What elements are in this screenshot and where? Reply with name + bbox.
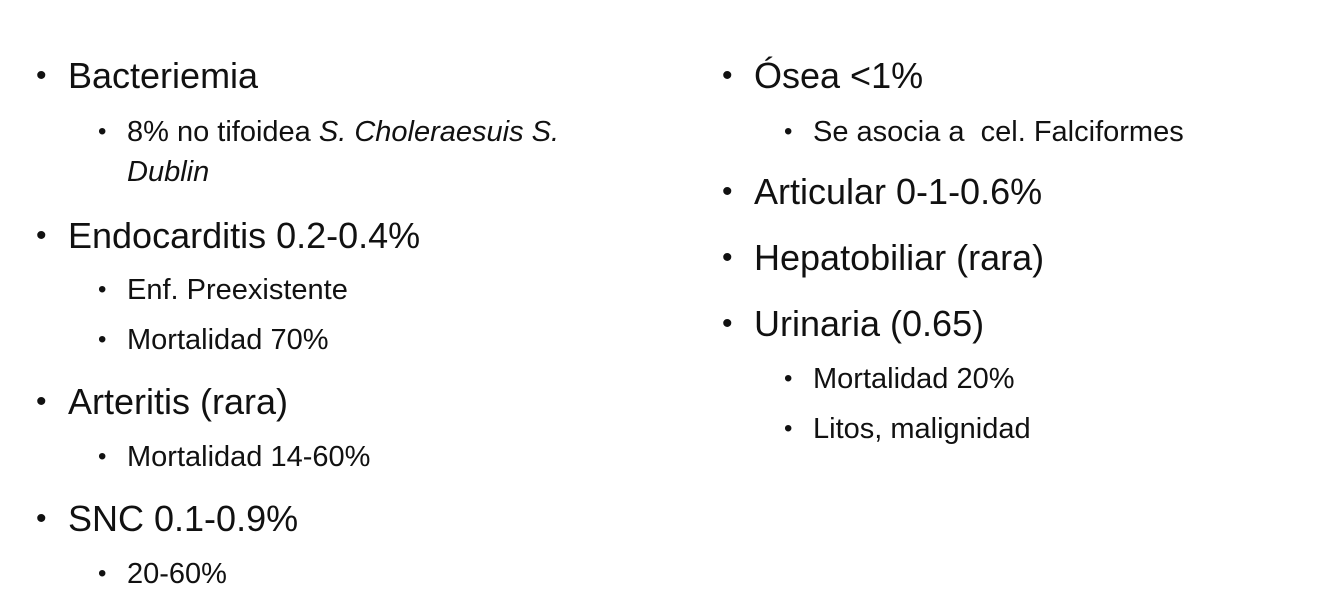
bullet-urinaria: [722, 304, 984, 344]
bullet-endocarditis: [36, 216, 420, 256]
sub-urinaria-2: [722, 409, 1031, 449]
bullet-osea: [722, 56, 923, 96]
bullet-dot: •: [722, 59, 733, 92]
bacteriemia-label: Bacteriemia: [68, 55, 259, 96]
sub-endocarditis-2: [36, 320, 329, 360]
bullet-dot: •: [98, 326, 107, 353]
bullet-dot: •: [98, 560, 107, 587]
snc-label: SNC 0.1-0.9%: [68, 498, 299, 539]
sub-bacteriemia-1: [36, 112, 559, 192]
bullet-dot: •: [784, 118, 793, 145]
osea-sub-1: Se asocia a cel. Falciformes: [813, 116, 1184, 148]
bullet-dot: •: [36, 59, 47, 92]
articular-label: Articular 0-1-0.6%: [754, 171, 1043, 212]
bullet-hepatobiliar: [722, 238, 1044, 278]
bullet-dot: •: [722, 175, 733, 208]
endocarditis-sub-1: Enf. Preexistente: [127, 274, 348, 306]
bacteriemia-sub-italic-2: Dublin: [127, 156, 210, 188]
hepatobiliar-label: Hepatobiliar (rara): [754, 237, 1045, 278]
bullet-dot: •: [722, 307, 733, 340]
bullet-arteritis: [36, 382, 288, 422]
arteritis-sub-1: Mortalidad 14-60%: [127, 441, 371, 473]
arteritis-label: Arteritis (rara): [68, 381, 289, 422]
urinaria-label: Urinaria (0.65): [754, 303, 985, 344]
sub-urinaria-1: [722, 359, 1015, 399]
bullet-dot: •: [784, 415, 793, 442]
bullet-dot: •: [36, 502, 47, 535]
bullet-dot: •: [722, 241, 733, 274]
bacteriemia-sub-text: [127, 112, 559, 152]
urinaria-sub-1: Mortalidad 20%: [813, 363, 1015, 395]
sub-osea-1: [722, 112, 1184, 152]
osea-label: Ósea <1%: [754, 55, 924, 96]
bullet-dot: •: [98, 118, 107, 145]
snc-sub-1: 20-60%: [127, 558, 227, 590]
endocarditis-label: Endocarditis 0.2-0.4%: [68, 215, 421, 256]
bullet-dot: •: [98, 276, 107, 303]
endocarditis-sub-2: Mortalidad 70%: [127, 324, 329, 356]
bacteriemia-sub-continuation: [127, 152, 559, 192]
bullet-dot: •: [36, 219, 47, 252]
bullet-articular: [722, 172, 1042, 212]
urinaria-sub-2: Litos, malignidad: [813, 413, 1031, 445]
bullet-bacteriemia: [36, 56, 258, 96]
bacteriemia-sub-plain: 8% no tifoidea: [127, 116, 319, 148]
sub-snc-1: [36, 554, 227, 594]
bullet-dot: •: [784, 365, 793, 392]
bullet-snc: [36, 499, 298, 539]
sub-arteritis-1: [36, 437, 370, 477]
bacteriemia-sub-italic-1: S. Choleraesuis S.: [318, 116, 560, 148]
sub-endocarditis-1: [36, 270, 348, 310]
bullet-dot: •: [36, 385, 47, 418]
bullet-dot: •: [98, 443, 107, 470]
